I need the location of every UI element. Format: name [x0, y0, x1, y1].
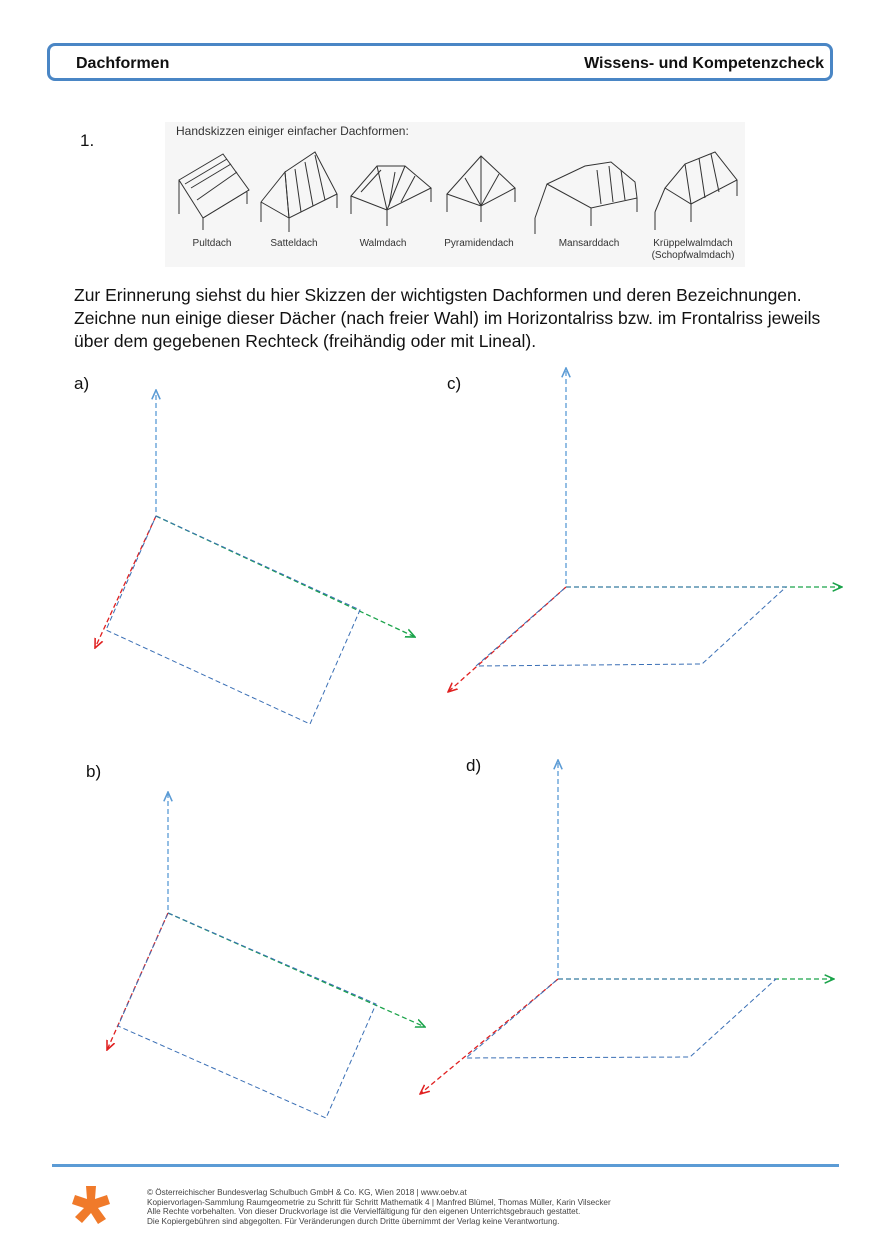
- footer-line-3: Alle Rechte vorbehalten. Von dieser Druckvorlage ist die Vervielfältigung für den eigenen Unterrichtsgebrauch gestattet.: [147, 1207, 581, 1217]
- roof-figure-title: Handskizzen einiger einfacher Dachformen:: [176, 124, 409, 138]
- figure-c-rectangle: [476, 587, 786, 666]
- figure-d: [420, 760, 834, 1094]
- part-label-c: c): [447, 374, 462, 393]
- roof-label-schopfwalmdach: (Schopfwalmdach): [651, 250, 735, 261]
- mansarddach-sketch: [535, 162, 637, 234]
- task-number: 1.: [80, 131, 95, 150]
- figure-b: [107, 792, 425, 1118]
- header-title-left: Dachformen: [76, 55, 170, 72]
- figure-b-y-axis: [107, 913, 168, 1050]
- roof-label-pultdach: Pultdach: [192, 238, 232, 249]
- figure-d-y-axis: [420, 979, 558, 1094]
- task-instructions: Zur Erinnerung siehst du hier Skizzen der wichtigsten Dachformen und deren Bezeichnungen. Zeichne nun einige dieser Dächer (nach freier Wahl) im Horizontalriss bzw. im Frontalriss jeweils über dem gegebenen Rechteck (freihändig oder mit Lineal).: [74, 285, 821, 351]
- footer-line-1: © Österreichischer Bundesverlag Schulbuch GmbH & Co. KG, Wien 2018 | www.oebv.at: [147, 1188, 467, 1197]
- figure-d-rectangle: [466, 979, 776, 1058]
- header-title-right: Wissens- und Kompetenzcheck: [584, 55, 824, 72]
- roof-label-satteldach: Satteldach: [270, 238, 318, 249]
- footer-line-2: Kopiervorlagen-Sammlung Raumgeometrie zu Schritt für Schritt Mathematik 4 | Manfred Blümel, Thomas Müller, Karin Vilsecker: [147, 1197, 611, 1207]
- figure-a-rectangle: [106, 516, 360, 724]
- footer-line-4: Die Kopiergebühren sind abgegolten. Für Veränderungen durch Dritte übernimmt der Verlag keine Verantwortung.: [147, 1216, 560, 1226]
- figure-b-x-axis: [168, 913, 425, 1027]
- figure-a-y-axis: [95, 516, 156, 648]
- kruppelwalmdach-sketch: [655, 152, 737, 230]
- roof-sketch-figure: [165, 122, 745, 267]
- pultdach-sketch: [179, 154, 249, 230]
- part-label-d: d): [466, 756, 482, 775]
- roof-label-kruppelwalmdach: Krüppelwalmdach: [653, 238, 733, 249]
- figure-c-y-axis: [448, 587, 566, 692]
- footer-text: [147, 1188, 611, 1226]
- roof-label-pyramidendach: Pyramidendach: [444, 238, 514, 249]
- figure-b-rectangle: [118, 913, 376, 1118]
- figure-a: [95, 390, 415, 724]
- roof-label-walmdach: Walmdach: [359, 238, 407, 249]
- footer-divider: [52, 1164, 839, 1167]
- walmdach-sketch: [351, 166, 431, 226]
- figure-c: [448, 368, 842, 692]
- pyramidendach-sketch: [447, 156, 515, 222]
- part-label-a: a): [74, 374, 90, 393]
- header-box: [47, 43, 833, 81]
- satteldach-sketch: [261, 152, 337, 232]
- figure-a-x-axis: [156, 516, 415, 637]
- part-label-b: b): [86, 762, 102, 781]
- oebv-logo-icon: [70, 1183, 112, 1225]
- roof-label-mansarddach: Mansarddach: [558, 238, 620, 249]
